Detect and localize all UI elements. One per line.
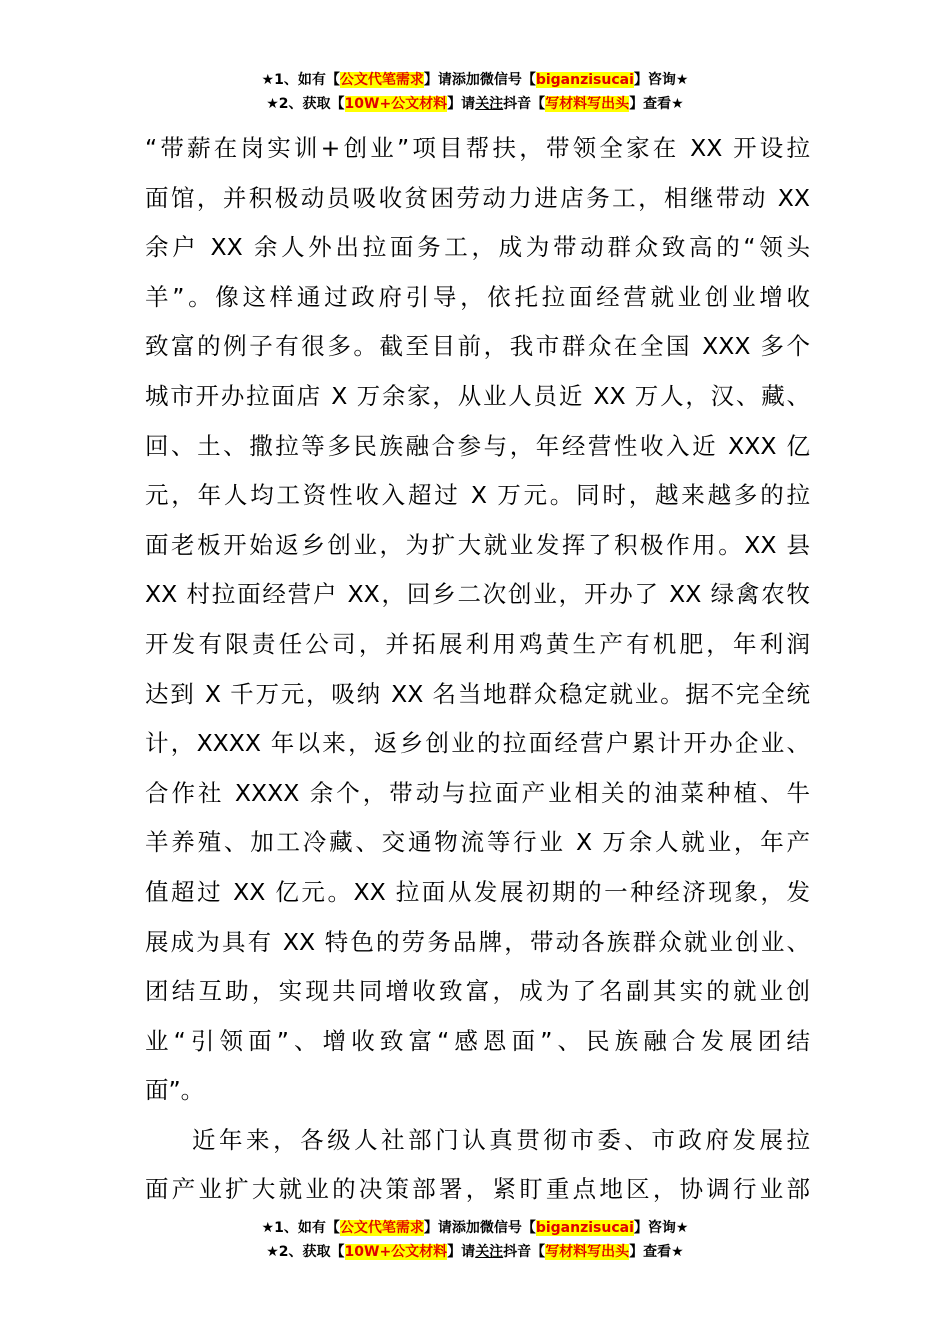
banner-text: 】请 — [447, 1244, 476, 1260]
banner-text: ★2、获取【 — [266, 96, 345, 112]
banner-text: 抖音【 — [503, 1244, 546, 1260]
banner-highlight-service: 公文代笔需求 — [339, 1220, 424, 1236]
text-line: 近年来，各级人社部门认真贯彻市委、市政府发展拉 — [192, 1125, 810, 1154]
banner-highlight-materials: 10W+公文材料 — [344, 1244, 448, 1260]
banner-line-1 — [0, 68, 950, 92]
banner-highlight-wechat: biganzisucai — [535, 1220, 634, 1236]
text-line: 回、土、撒拉等多民族融合参与，年经营性收入近 XXX 亿 — [145, 431, 810, 460]
text-line: 致富的例子有很多。截至目前，我市群众在全国 XXX 多个 — [145, 332, 810, 361]
paragraph-1 — [145, 124, 810, 1116]
paragraph-2 — [145, 1116, 810, 1215]
banner-highlight-douyin: 写材料写出头 — [545, 1244, 630, 1260]
text-line: 业“引领面”、增收致富“感恩面”、民族融合发展团结 — [145, 1026, 810, 1055]
banner-text: ★1、如有【 — [261, 72, 340, 88]
banner-line-1 — [0, 1216, 950, 1240]
banner-highlight-materials: 10W+公文材料 — [344, 96, 448, 112]
text-line: 展成为具有 XX 特色的劳务品牌，带动各族群众就业创业、 — [145, 927, 810, 956]
text-line: 元，年人均工资性收入超过 X 万元。同时，越来越多的拉 — [145, 481, 810, 510]
banner-text: 】请添加微信号【 — [423, 1220, 536, 1236]
banner-highlight-douyin: 写材料写出头 — [545, 96, 630, 112]
bottom-banner — [0, 1216, 950, 1264]
text-line: “带薪在岗实训+创业”项目帮扶，带领全家在 XX 开设拉 — [145, 134, 810, 162]
text-line: 面”。 — [145, 1076, 205, 1105]
text-line: XX 村拉面经营户 XX，回乡二次创业，开办了 XX 绿禽农牧 — [145, 580, 810, 609]
banner-text: 】咨询★ — [633, 1220, 689, 1236]
document-body — [145, 124, 810, 1215]
banner-underline-follow: 关注 — [475, 96, 504, 112]
banner-line-2 — [0, 1240, 950, 1264]
banner-text: 】请 — [447, 96, 476, 112]
banner-text: 】查看★ — [629, 1244, 684, 1260]
banner-text: 抖音【 — [503, 96, 546, 112]
banner-highlight-wechat: biganzisucai — [535, 72, 634, 88]
text-line: 达到 X 千万元，吸纳 XX 名当地群众稳定就业。据不完全统 — [145, 679, 810, 708]
text-line: 面产业扩大就业的决策部署，紧盯重点地区，协调行业部 — [145, 1175, 810, 1204]
text-line: 计，XXXX 年以来，返乡创业的拉面经营户累计开办企业、 — [145, 729, 810, 758]
banner-text: ★2、获取【 — [266, 1244, 345, 1260]
banner-text: 】查看★ — [629, 96, 684, 112]
text-line: 面馆，并积极动员吸收贫困劳动力进店务工，相继带动 XX — [145, 183, 810, 212]
text-line: 团结互助，实现共同增收致富，成为了名副其实的就业创 — [145, 977, 810, 1006]
text-line: 面老板开始返乡创业，为扩大就业发挥了积极作用。XX 县 — [145, 530, 810, 559]
banner-text: 】咨询★ — [633, 72, 689, 88]
banner-text: ★1、如有【 — [261, 1220, 340, 1236]
top-banner — [0, 68, 950, 116]
banner-text: 】请添加微信号【 — [423, 72, 536, 88]
text-line: 城市开办拉面店 X 万余家，从业人员近 XX 万人，汉、藏、 — [145, 381, 810, 410]
text-line: 羊养殖、加工冷藏、交通物流等行业 X 万余人就业，年产 — [145, 828, 810, 857]
text-line: 开发有限责任公司，并拓展利用鸡黄生产有机肥，年利润 — [145, 629, 810, 658]
banner-underline-follow: 关注 — [475, 1244, 504, 1260]
text-line: 值超过 XX 亿元。XX 拉面从发展初期的一种经济现象，发 — [145, 877, 810, 906]
text-line: 余户 XX 余人外出拉面务工，成为带动群众致高的“领头 — [145, 233, 810, 262]
banner-line-2 — [0, 92, 950, 116]
text-line: 合作社 XXXX 余个，带动与拉面产业相关的油菜种植、牛 — [145, 778, 810, 807]
text-line: 羊”。像这样通过政府引导，依托拉面经营就业创业增收 — [145, 282, 810, 311]
banner-highlight-service: 公文代笔需求 — [339, 72, 424, 88]
